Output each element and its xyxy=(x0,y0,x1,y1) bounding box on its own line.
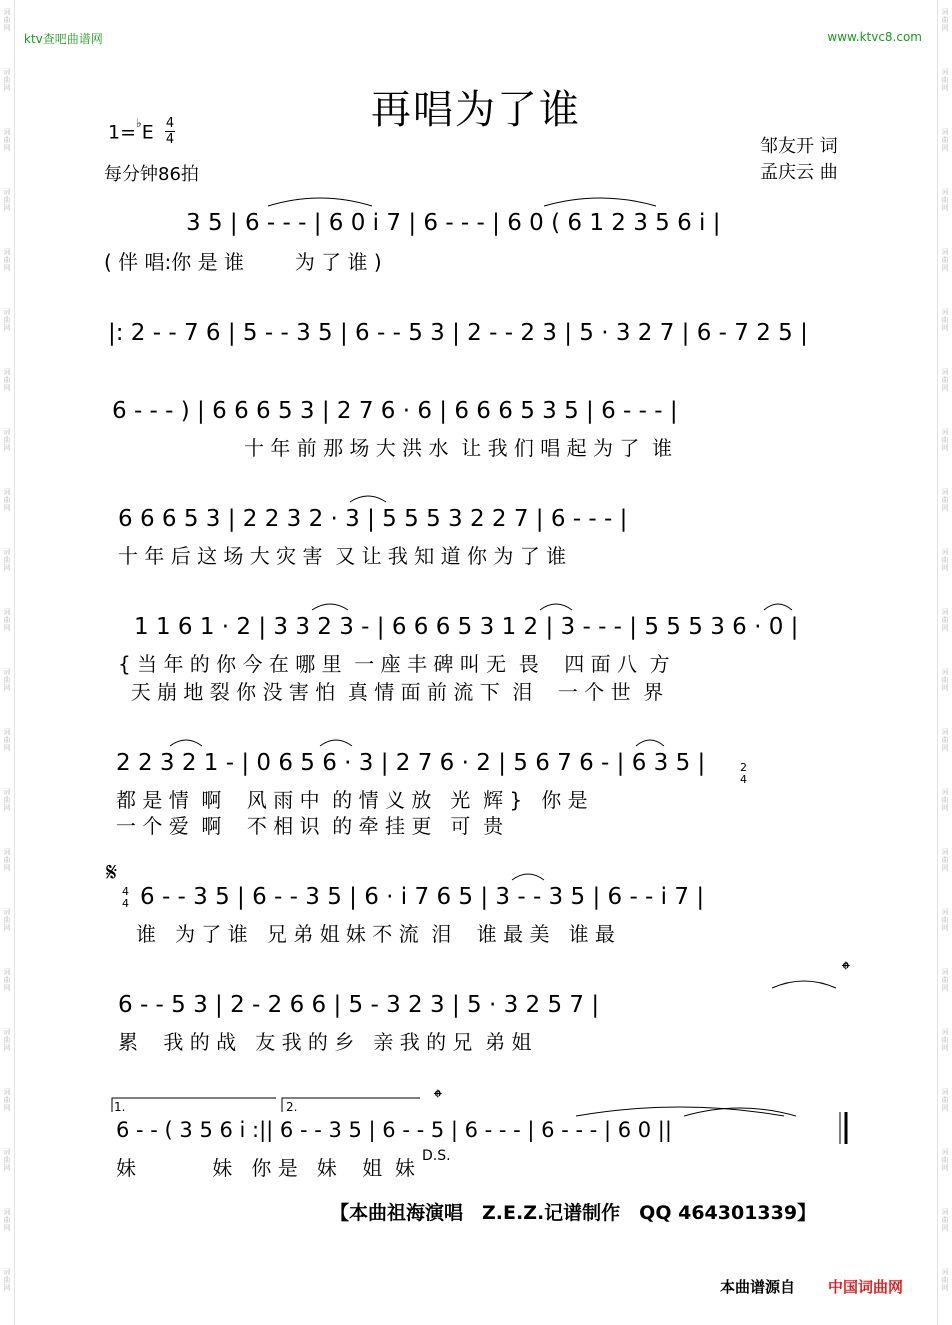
coda-sign-2: 𝄌 xyxy=(434,1086,442,1111)
side-watermark: 词 曲 网 xyxy=(941,188,949,212)
score-row-7: 6 - - 3 5 | 6 - - 3 5 | 6 · i 7 6 5 | 3 - - 3 5 | 6 - - i 7 | xyxy=(140,884,705,910)
time-signature: 4 4 xyxy=(165,116,175,147)
score-row-4: 6 6 6 5 3 | 2 2 3 2 · 3 | 5 5 5 3 2 2 7 | 6 - - - | xyxy=(118,506,628,532)
right-watermark-strip xyxy=(937,0,952,1325)
tempo-marking: 每分钟86拍 xyxy=(104,164,199,185)
lyric-row-5b: 天 崩 地 裂 你 没 害 怕 真 情 面 前 流 下 泪 一 个 世 界 xyxy=(118,680,664,704)
side-watermark: 词 曲 网 xyxy=(3,548,11,572)
composer: 孟庆云 曲 xyxy=(760,162,838,183)
side-watermark: 词 曲 网 xyxy=(941,488,949,512)
lyric-row-5a: { 当 年 的 你 今 在 哪 里 一 座 丰 碑 叫 无 畏 四 面 八 方 xyxy=(118,652,670,676)
side-watermark: 词 曲 网 xyxy=(3,308,11,332)
lyric-row-3: 十 年 前 那 场 大 洪 水 让 我 们 唱 起 为 了 谁 xyxy=(244,436,673,460)
lyric-row-7: 谁 为 了 谁 兄 弟 姐 妹 不 流 泪 谁 最 美 谁 最 xyxy=(136,922,615,946)
side-watermark: 词 曲 网 xyxy=(3,188,11,212)
score-row-9: 6 - - ( 3 5 6 i :|| 6 - - 3 5 | 6 - - 5 | 6 - - - | 6 - - - | 6 0 || xyxy=(116,1118,672,1142)
source-label: 本曲谱源自 xyxy=(720,1278,796,1296)
volta-1: 1. xyxy=(114,1100,126,1114)
tie xyxy=(544,198,656,206)
lyric-row-6a: 都 是 情 啊 风 雨 中 的 情 义 放 光 辉 } 你 是 xyxy=(116,788,588,812)
lyricist: 邹友开 词 xyxy=(760,136,838,157)
side-watermark: 词 曲 网 xyxy=(3,968,11,992)
side-watermark: 词 曲 网 xyxy=(941,248,949,272)
side-watermark: 词 曲 网 xyxy=(3,1088,11,1112)
side-watermark: 词 曲 网 xyxy=(941,68,949,92)
side-watermark: 词 曲 网 xyxy=(941,1208,949,1232)
score-row-1: 3 5 | 6 - - - | 6 0 i 7 | 6 - - - | 6 0 ( 6 1 2 3 5 6 i | xyxy=(186,210,721,236)
tie xyxy=(764,604,792,610)
time-change-4-4: 4 4 xyxy=(122,885,129,910)
side-watermark: 词 曲 网 xyxy=(941,428,949,452)
side-watermark: 词 曲 网 xyxy=(3,488,11,512)
site-brand-left[interactable]: ktv查吧曲谱网 xyxy=(24,32,103,46)
side-watermark: 词 曲 网 xyxy=(3,1028,11,1052)
volta-2-bracket xyxy=(282,1098,420,1112)
side-watermark: 词 曲 网 xyxy=(3,1268,11,1292)
tie xyxy=(320,740,352,746)
lyric-row-1: ( 伴 唱:你 是 谁 为 了 谁 ) xyxy=(104,250,382,274)
side-watermark: 词 曲 网 xyxy=(941,1028,949,1052)
tie xyxy=(268,198,372,206)
lyric-row-9: 妹 妹 你 是 妹 姐 妹 xyxy=(116,1156,415,1180)
tie xyxy=(636,740,664,746)
tie xyxy=(312,604,348,610)
side-watermark: 词 曲 网 xyxy=(941,368,949,392)
side-watermark: 词 曲 网 xyxy=(941,1268,949,1292)
lyric-row-4: 十 年 后 这 场 大 灾 害 又 让 我 知 道 你 为 了 谁 xyxy=(118,544,567,568)
side-watermark: 词 曲 网 xyxy=(941,1088,949,1112)
side-watermark: 词 曲 网 xyxy=(3,1208,11,1232)
tie xyxy=(684,1108,796,1116)
side-watermark: 词 曲 网 xyxy=(3,368,11,392)
transcription-credit: 【本曲祖海演唱 Z.E.Z.记谱制作 QQ 464301339】 xyxy=(330,1202,817,1224)
key-signature: 1=♭E xyxy=(108,116,154,144)
side-watermark: 词 曲 网 xyxy=(3,8,11,32)
tie xyxy=(540,604,572,610)
lyric-row-8: 累 我 的 战 友 我 的 乡 亲 我 的 兄 弟 姐 xyxy=(118,1030,532,1054)
side-watermark: 词 曲 网 xyxy=(3,728,11,752)
score-row-8: 6 - - 5 3 | 2 - 2 6 6 | 5 - 3 2 3 | 5 · 3 2 5 7 | xyxy=(118,992,600,1018)
side-watermark: 词 曲 网 xyxy=(3,608,11,632)
side-watermark: 词 曲 网 xyxy=(941,728,949,752)
time-change-2-4: 2 4 xyxy=(740,761,747,786)
tie xyxy=(350,496,386,502)
segno-sign: 𝄋 xyxy=(106,858,118,888)
side-watermark: 词 曲 网 xyxy=(3,1148,11,1172)
side-watermark: 词 曲 网 xyxy=(3,68,11,92)
side-watermark: 词 曲 网 xyxy=(941,788,949,812)
side-watermark: 词 曲 网 xyxy=(3,848,11,872)
left-watermark-strip xyxy=(0,0,15,1325)
side-watermark: 词 曲 网 xyxy=(3,668,11,692)
side-watermark: 词 曲 网 xyxy=(941,548,949,572)
score-row-2: |: 2 - - 7 6 | 5 - - 3 5 | 6 - - 5 3 | 2 - - 2 3 | 5 · 3 2 7 | 6 - 7 2 5 | xyxy=(108,320,808,346)
ds-marker: D.S. xyxy=(422,1148,451,1164)
lyric-row-6b: 一 个 爱 啊 不 相 识 的 牵 挂 更 可 贵 xyxy=(116,814,504,838)
side-watermark: 词 曲 网 xyxy=(3,908,11,932)
side-watermark: 词 曲 网 xyxy=(941,848,949,872)
tie xyxy=(772,981,836,988)
score-row-6: 2 2 3 2 1 - | 0 6 5 6 · 3 | 2 7 6 · 2 | 5 6 7 6 - | 6 3 5 | xyxy=(116,750,706,776)
volta-1-bracket xyxy=(112,1098,276,1112)
tie xyxy=(576,1107,784,1116)
side-watermark: 词 曲 网 xyxy=(941,308,949,332)
source-site-link[interactable]: 中国词曲网 xyxy=(828,1278,904,1296)
side-watermark: 词 曲 网 xyxy=(3,788,11,812)
side-watermark: 词 曲 网 xyxy=(3,428,11,452)
side-watermark: 词 曲 网 xyxy=(941,608,949,632)
tie xyxy=(512,874,544,880)
side-watermark: 词 曲 网 xyxy=(941,668,949,692)
coda-sign: 𝄌 xyxy=(842,958,850,983)
site-brand-right[interactable]: www.ktvc8.com xyxy=(827,30,922,44)
tie xyxy=(170,740,202,746)
side-watermark: 词 曲 网 xyxy=(941,128,949,152)
side-watermark: 词 曲 网 xyxy=(941,1148,949,1172)
side-watermark: 词 曲 网 xyxy=(3,248,11,272)
score-row-5: 1 1 6 1 · 2 | 3 3 2 3 - | 6 6 6 5 3 1 2 | 3 - - - | 5 5 5 3 6 · 0 | xyxy=(134,614,799,640)
score-row-3: 6 - - - ) | 6 6 6 5 3 | 2 7 6 · 6 | 6 6 6 5 3 5 | 6 - - - | xyxy=(112,398,678,424)
side-watermark: 词 曲 网 xyxy=(3,128,11,152)
side-watermark: 词 曲 网 xyxy=(941,968,949,992)
volta-2: 2. xyxy=(286,1100,298,1114)
song-title: 再唱为了谁 xyxy=(371,87,581,133)
credits xyxy=(760,134,838,186)
side-watermark: 词 曲 网 xyxy=(941,908,949,932)
side-watermark: 词 曲 网 xyxy=(941,8,949,32)
